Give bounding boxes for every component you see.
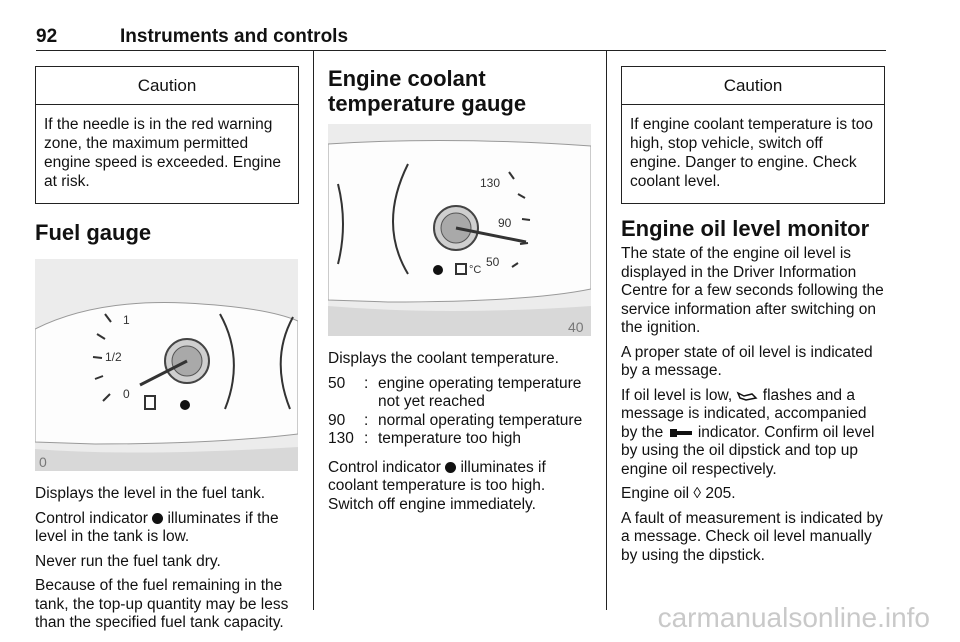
caution-text: If engine coolant temperature is too high, stop vehicle, switch off engine. Danger to engine. Check coolant level. [630, 116, 873, 190]
paragraph: Control indicator illuminates if the level in the tank is low. [35, 509, 279, 545]
caution-text: If the needle is in the red warning zone, the maximum permitted engine speed is exceeded. Engine at risk. [44, 116, 281, 190]
chapter-title: Instruments and controls [120, 26, 349, 47]
column-divider [606, 50, 607, 610]
paragraph: If oil level is low, flashes and a message is indicated, accompanied by the indicator. Confirm oil level by using the oil dipstick and top up engine oil respectively. [621, 386, 875, 478]
table-row: 90 : normal operating temperature [328, 411, 583, 429]
paragraph: Never run the fuel tank dry. [35, 552, 221, 570]
wrench-icon [668, 427, 694, 439]
coolant-gauge-illustration [328, 124, 591, 336]
svg-text:130: 130 [480, 176, 501, 190]
paragraph: Displays the coolant temperature. [328, 350, 559, 367]
section-heading: Engine oil level monitor [621, 216, 870, 241]
svg-text:1: 1 [123, 313, 130, 327]
page-header [36, 22, 886, 51]
caution-box [621, 66, 885, 204]
section-heading: Engine coolant temperature gauge [328, 66, 527, 116]
oil-can-icon [736, 390, 758, 402]
svg-text:40: 40 [568, 319, 584, 335]
caution-box [35, 66, 299, 204]
paragraph: Engine oil ◊ 205. [621, 485, 736, 502]
column-right [621, 66, 885, 571]
paragraph: The state of the engine oil level is displayed in the Driver Information Centre for a few seconds following the service information after switching on the ignition. [621, 245, 884, 336]
caution-title: Caution [36, 67, 298, 105]
paragraph: A proper state of oil level is indicated by a message. [621, 343, 873, 379]
indicator-dot-icon [152, 513, 163, 524]
caution-title: Caution [622, 67, 884, 105]
table-row: 50 : engine operating temperature not yet reached [328, 374, 582, 410]
paragraph: A fault of measurement is indicated by a message. Check oil level manually by using the dipstick. [621, 509, 883, 564]
svg-text:90: 90 [498, 216, 512, 230]
column-middle [328, 66, 592, 520]
fuel-gauge-figure [35, 259, 298, 471]
column-left [35, 66, 299, 639]
indicator-dot-icon [180, 400, 190, 410]
column-divider [313, 50, 314, 610]
svg-text:50: 50 [486, 255, 500, 269]
section-heading: Fuel gauge [35, 220, 152, 245]
fuel-gauge-illustration [35, 259, 298, 471]
svg-text:1/2: 1/2 [105, 350, 122, 364]
page-number: 92 [36, 26, 58, 47]
temperature-definitions [328, 375, 592, 449]
indicator-dot-icon [433, 265, 443, 275]
svg-text:°C: °C [469, 264, 482, 276]
coolant-gauge-figure [328, 124, 591, 336]
table-row: 130 : temperature too high [328, 430, 522, 447]
svg-text:0: 0 [123, 387, 130, 401]
paragraph: Control indicator illuminates if coolant temperature is too high. Switch off engine immediately. [328, 458, 546, 513]
indicator-dot-icon [445, 462, 456, 473]
watermark: carmanualsonline.info [657, 602, 930, 633]
paragraph: Because of the fuel remaining in the tank, the top-up quantity may be less than the specified fuel tank capacity. [35, 577, 289, 631]
page-reference-icon: ◊ [693, 485, 702, 502]
svg-text:0: 0 [39, 454, 47, 470]
paragraph: Displays the level in the fuel tank. [35, 485, 266, 502]
